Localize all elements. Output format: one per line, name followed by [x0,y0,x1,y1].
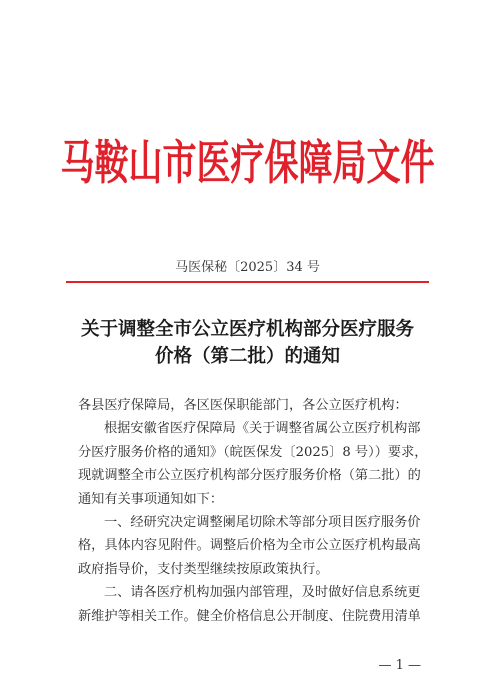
body-text-line: 新维护等相关工作。健全价格信息公开制度、住院费用清单 [78,608,421,624]
body-text-line: 格，具体内容见附件。调整后价格为全市公立医疗机构最高 [78,538,421,554]
body-text-line: 通知有关事项通知如下： [78,491,224,507]
document-number: 马医保秘〔2025〕34 号 [175,260,320,275]
red-divider-line [66,281,429,283]
body-text-line: 各县医疗保障局，各区医保职能部门，各公立医疗机构： [78,398,408,413]
body-text-line: 现就调整全市公立医疗机构部分医疗服务价格（第二批）的 [78,468,421,484]
masthead-title: 马鞍山市医疗保障局文件 [60,136,435,192]
notice-title-line: 关于调整全市公立医疗机构部分医疗服务 [80,319,414,340]
body-text-line: 根据安徽省医疗保障局《关于调整省属公立医疗机构部 [104,421,421,437]
body-text-line: 二、请各医疗机构加强内部管理，及时做好信息系统更 [104,585,421,601]
notice-body [78,394,428,628]
page-number: — 1 — [378,658,421,673]
notice-title-line: 价格（第二批）的通知 [154,346,340,367]
body-text-line: 政府指导价，支付类型继续按原政策执行。 [78,561,329,577]
body-text-line: 分医疗服务价格的通知》（皖医保发〔2025〕8 号））要求， [78,444,428,460]
body-text-line: 一、经研究决定调整阑尾切除术等部分项目医疗服务价 [104,514,421,530]
notice-title [40,316,455,370]
